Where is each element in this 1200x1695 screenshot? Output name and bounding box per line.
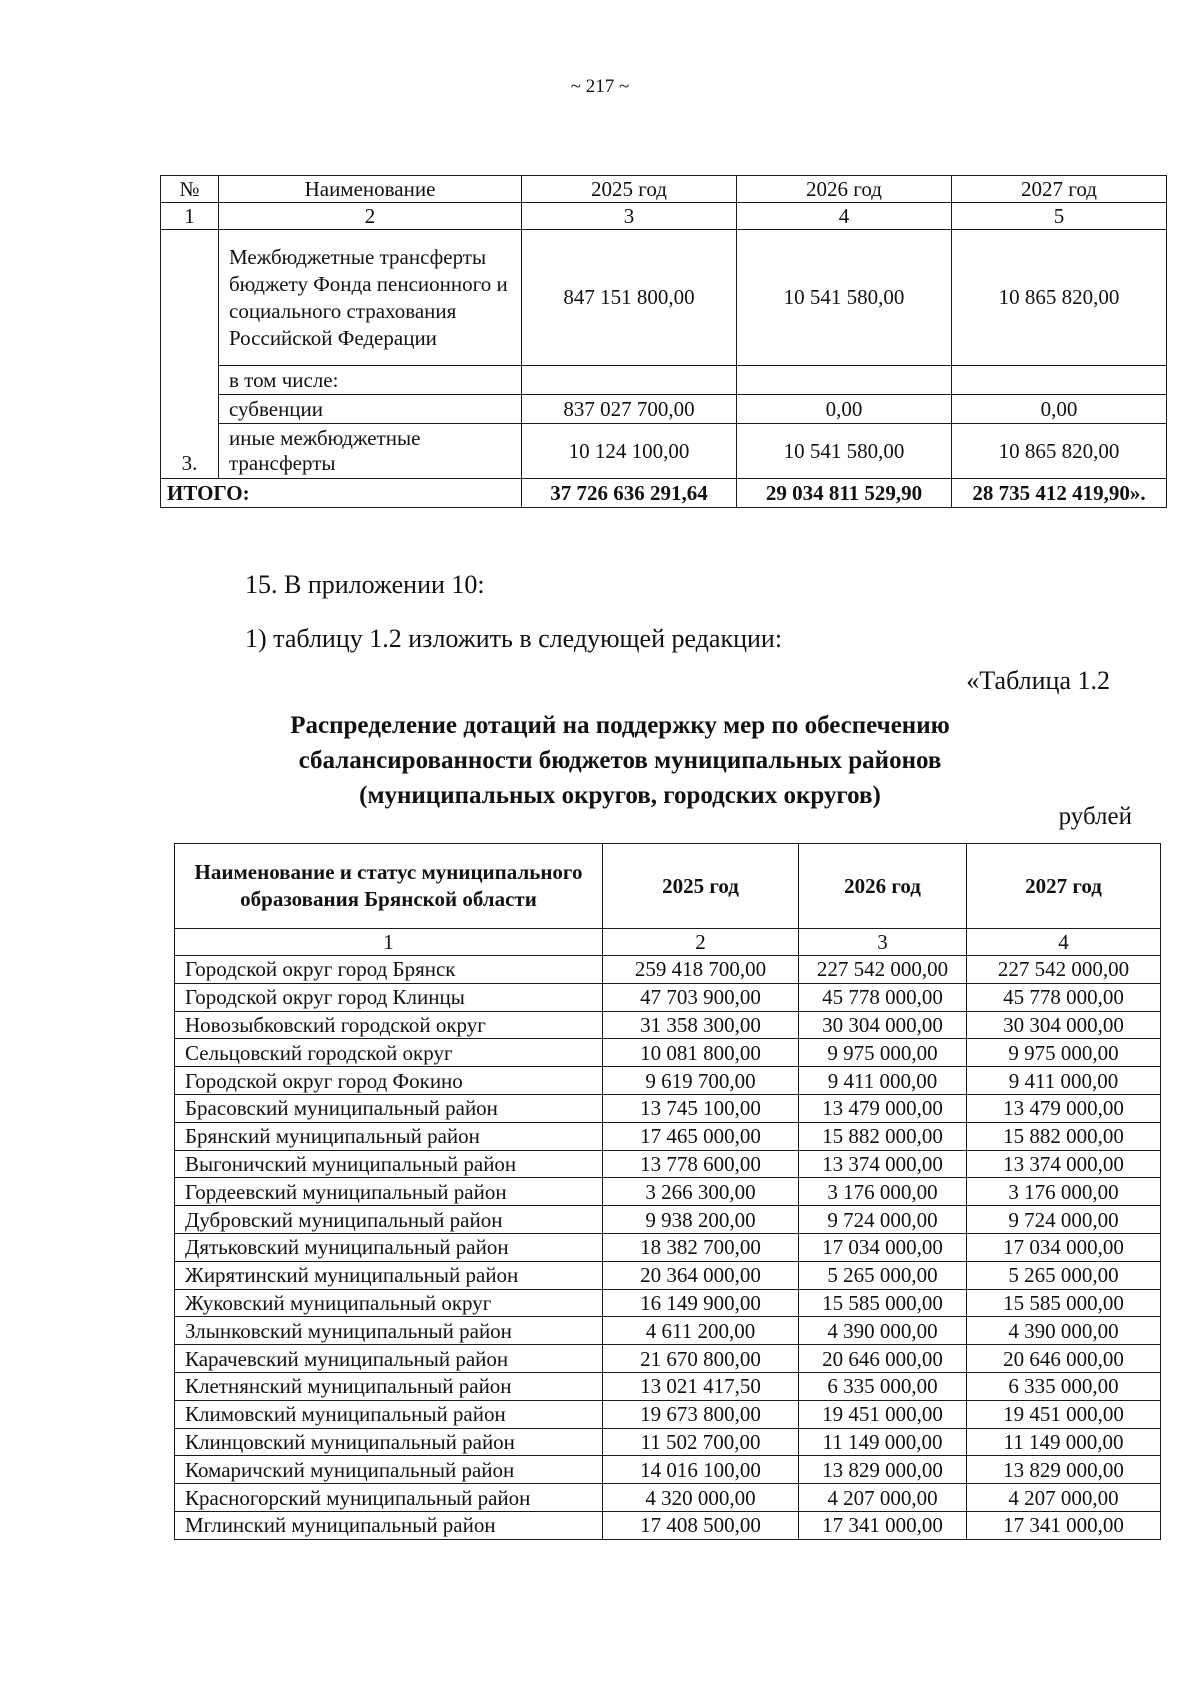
- table-body: [175, 956, 1161, 1540]
- header-cell: 2027 год: [952, 176, 1167, 203]
- value-2027: 13 374 000,00: [967, 1150, 1161, 1178]
- municipality-name: Выгоничский муниципальный район: [175, 1150, 603, 1178]
- column-number: 3: [522, 203, 737, 230]
- total-2027: 28 735 412 419,90».: [952, 479, 1167, 508]
- value-2027: 9 975 000,00: [967, 1039, 1161, 1067]
- interbudget-transfers-table: [160, 175, 1167, 508]
- value-2025: 17 465 000,00: [603, 1122, 799, 1150]
- total-label: ИТОГО:: [161, 479, 522, 508]
- value-2026: 9 975 000,00: [799, 1039, 967, 1067]
- table-row: [175, 1484, 1161, 1512]
- table-row: [161, 395, 1167, 424]
- value-2025: 13 778 600,00: [603, 1150, 799, 1178]
- table-row: [175, 1345, 1161, 1373]
- table-row: [175, 1317, 1161, 1345]
- value-2026: 13 374 000,00: [799, 1150, 967, 1178]
- value-2026: 5 265 000,00: [799, 1261, 967, 1289]
- row-name: субвенции: [219, 395, 522, 424]
- value-2027: 17 341 000,00: [967, 1511, 1161, 1539]
- value-2026: 4 207 000,00: [799, 1484, 967, 1512]
- value-2026: 17 034 000,00: [799, 1233, 967, 1261]
- value-2026: 9 724 000,00: [799, 1206, 967, 1234]
- item-index: 3.: [161, 230, 219, 479]
- municipality-name: Дубровский муниципальный район: [175, 1206, 603, 1234]
- value-2026: 3 176 000,00: [799, 1178, 967, 1206]
- table-header-row: [161, 176, 1167, 203]
- value-2025: 9 938 200,00: [603, 1206, 799, 1234]
- header-cell: 2025 год: [522, 176, 737, 203]
- table-row: [175, 1233, 1161, 1261]
- value-2027: 15 585 000,00: [967, 1289, 1161, 1317]
- value-2025: 13 745 100,00: [603, 1094, 799, 1122]
- value-2026: 9 411 000,00: [799, 1067, 967, 1095]
- table-row: [175, 1094, 1161, 1122]
- column-number: 3: [799, 929, 967, 956]
- municipality-name: Сельцовский городской округ: [175, 1039, 603, 1067]
- municipality-name: Злынковский муниципальный район: [175, 1317, 603, 1345]
- heading-line: Распределение дотаций на поддержку мер по обеспечению: [290, 712, 950, 739]
- value-2027: 3 176 000,00: [967, 1178, 1161, 1206]
- total-2026: 29 034 811 529,90: [737, 479, 952, 508]
- municipality-name: Жуковский муниципальный округ: [175, 1289, 603, 1317]
- table-row: [175, 1206, 1161, 1234]
- header-cell: 2026 год: [737, 176, 952, 203]
- value-2027: 5 265 000,00: [967, 1261, 1161, 1289]
- table-row: [175, 1067, 1161, 1095]
- value-2025: 31 358 300,00: [603, 1011, 799, 1039]
- value-2025: 4 611 200,00: [603, 1317, 799, 1345]
- value-2027: 13 479 000,00: [967, 1094, 1161, 1122]
- header-cell: 2026 год: [799, 844, 967, 929]
- value-2025: 16 149 900,00: [603, 1289, 799, 1317]
- column-number-row: [161, 203, 1167, 230]
- empty-cell: [522, 366, 737, 395]
- table-row: [161, 424, 1167, 479]
- value-2027: 227 542 000,00: [967, 956, 1161, 984]
- value-2026: 4 390 000,00: [799, 1317, 967, 1345]
- value-2026: 15 882 000,00: [799, 1122, 967, 1150]
- value-2026: 10 541 580,00: [737, 424, 952, 479]
- column-number-row: [175, 929, 1161, 956]
- heading-line: сбалансированности бюджетов муниципальных районов: [298, 747, 942, 774]
- municipality-name: Городской округ город Клинцы: [175, 983, 603, 1011]
- municipality-name: Новозыбковский городской округ: [175, 1011, 603, 1039]
- table-row: [175, 956, 1161, 984]
- value-2026: 11 149 000,00: [799, 1428, 967, 1456]
- value-2026: 13 829 000,00: [799, 1456, 967, 1484]
- value-2026: 0,00: [737, 395, 952, 424]
- value-2026: 13 479 000,00: [799, 1094, 967, 1122]
- value-2027: 13 829 000,00: [967, 1456, 1161, 1484]
- table-reference: «Таблица 1.2: [966, 666, 1110, 695]
- value-2026: 227 542 000,00: [799, 956, 967, 984]
- municipality-name: Клинцовский муниципальный район: [175, 1428, 603, 1456]
- value-2025: 14 016 100,00: [603, 1456, 799, 1484]
- municipality-name: Дятьковский муниципальный район: [175, 1233, 603, 1261]
- paragraph-item-15: 15. В приложении 10:: [245, 570, 485, 599]
- value-2025: 21 670 800,00: [603, 1345, 799, 1373]
- municipality-name: Карачевский муниципальный район: [175, 1345, 603, 1373]
- value-2025: 10 124 100,00: [522, 424, 737, 479]
- value-2025: 47 703 900,00: [603, 983, 799, 1011]
- value-2027: 6 335 000,00: [967, 1372, 1161, 1400]
- value-2025: 20 364 000,00: [603, 1261, 799, 1289]
- table-row: [175, 1456, 1161, 1484]
- table-row: [175, 1289, 1161, 1317]
- total-2025: 37 726 636 291,64: [522, 479, 737, 508]
- value-2025: 4 320 000,00: [603, 1484, 799, 1512]
- municipality-name: Мглинский муниципальный район: [175, 1511, 603, 1539]
- value-2026: 6 335 000,00: [799, 1372, 967, 1400]
- value-2026: 17 341 000,00: [799, 1511, 967, 1539]
- value-2027: 20 646 000,00: [967, 1345, 1161, 1373]
- empty-cell: [952, 366, 1167, 395]
- municipality-name: Гордеевский муниципальный район: [175, 1178, 603, 1206]
- value-2025: 19 673 800,00: [603, 1400, 799, 1428]
- value-2025: 13 021 417,50: [603, 1372, 799, 1400]
- row-name: Межбюджетные трансферты бюджету Фонда пенсионного и социального страхования Российской Федерации: [219, 230, 522, 366]
- paragraph-item-1: 1) таблицу 1.2 изложить в следующей редакции:: [245, 624, 783, 653]
- value-2025: 17 408 500,00: [603, 1511, 799, 1539]
- municipality-name: Жирятинский муниципальный район: [175, 1261, 603, 1289]
- table-row: [175, 1428, 1161, 1456]
- value-2027: 4 207 000,00: [967, 1484, 1161, 1512]
- municipality-name: Городской округ город Фокино: [175, 1067, 603, 1095]
- value-2027: 45 778 000,00: [967, 983, 1161, 1011]
- column-number: 2: [219, 203, 522, 230]
- subsidies-distribution-table: [174, 843, 1161, 1540]
- header-cell: Наименование: [219, 176, 522, 203]
- table-row: [175, 983, 1161, 1011]
- header-cell: №: [161, 176, 219, 203]
- table-row: [175, 1400, 1161, 1428]
- value-2027: 11 149 000,00: [967, 1428, 1161, 1456]
- value-2025: 11 502 700,00: [603, 1428, 799, 1456]
- table-row: [175, 1511, 1161, 1539]
- municipality-name: Комаричский муниципальный район: [175, 1456, 603, 1484]
- value-2025: 10 081 800,00: [603, 1039, 799, 1067]
- table-row: [175, 1372, 1161, 1400]
- value-2027: 9 411 000,00: [967, 1067, 1161, 1095]
- table-row: [161, 366, 1167, 395]
- including-label: в том числе:: [219, 366, 522, 395]
- empty-cell: [737, 366, 952, 395]
- table-header-row: [175, 844, 1161, 929]
- header-cell: 2025 год: [603, 844, 799, 929]
- value-2026: 19 451 000,00: [799, 1400, 967, 1428]
- value-2027: 10 865 820,00: [952, 230, 1167, 366]
- column-number: 4: [737, 203, 952, 230]
- heading-line: (муниципальных округов, городских округов): [359, 782, 881, 809]
- value-2027: 10 865 820,00: [952, 424, 1167, 479]
- municipality-name: Городской округ город Брянск: [175, 956, 603, 984]
- table-row: [175, 1150, 1161, 1178]
- value-2027: 15 882 000,00: [967, 1122, 1161, 1150]
- header-cell: Наименование и статус муниципального образования Брянской области: [175, 844, 603, 929]
- value-2025: 837 027 700,00: [522, 395, 737, 424]
- municipality-name: Климовский муниципальный район: [175, 1400, 603, 1428]
- value-2025: 259 418 700,00: [603, 956, 799, 984]
- value-2026: 20 646 000,00: [799, 1345, 967, 1373]
- table-row: [175, 1122, 1161, 1150]
- value-2026: 30 304 000,00: [799, 1011, 967, 1039]
- value-2025: 3 266 300,00: [603, 1178, 799, 1206]
- value-2027: 9 724 000,00: [967, 1206, 1161, 1234]
- column-number: 5: [952, 203, 1167, 230]
- value-2026: 10 541 580,00: [737, 230, 952, 366]
- table-heading: [180, 708, 1060, 813]
- column-number: 1: [161, 203, 219, 230]
- value-2025: 847 151 800,00: [522, 230, 737, 366]
- value-2027: 17 034 000,00: [967, 1233, 1161, 1261]
- value-2025: 18 382 700,00: [603, 1233, 799, 1261]
- municipality-name: Красногорский муниципальный район: [175, 1484, 603, 1512]
- header-cell: 2027 год: [967, 844, 1161, 929]
- table-row: [161, 230, 1167, 366]
- value-2026: 15 585 000,00: [799, 1289, 967, 1317]
- page-number: ~ 217 ~: [570, 76, 630, 97]
- value-2025: 9 619 700,00: [603, 1067, 799, 1095]
- municipality-name: Клетнянский муниципальный район: [175, 1372, 603, 1400]
- value-2027: 4 390 000,00: [967, 1317, 1161, 1345]
- table-row: [175, 1178, 1161, 1206]
- value-2026: 45 778 000,00: [799, 983, 967, 1011]
- total-row: [161, 479, 1167, 508]
- value-2027: 30 304 000,00: [967, 1011, 1161, 1039]
- column-number: 2: [603, 929, 799, 956]
- value-2027: 19 451 000,00: [967, 1400, 1161, 1428]
- table-row: [175, 1039, 1161, 1067]
- table-row: [175, 1011, 1161, 1039]
- column-number: 4: [967, 929, 1161, 956]
- municipality-name: Брасовский муниципальный район: [175, 1094, 603, 1122]
- column-number: 1: [175, 929, 603, 956]
- value-2027: 0,00: [952, 395, 1167, 424]
- units-label: рублей: [1058, 803, 1132, 830]
- row-name: иные межбюджетные трансферты: [219, 424, 522, 479]
- table-row: [175, 1261, 1161, 1289]
- municipality-name: Брянский муниципальный район: [175, 1122, 603, 1150]
